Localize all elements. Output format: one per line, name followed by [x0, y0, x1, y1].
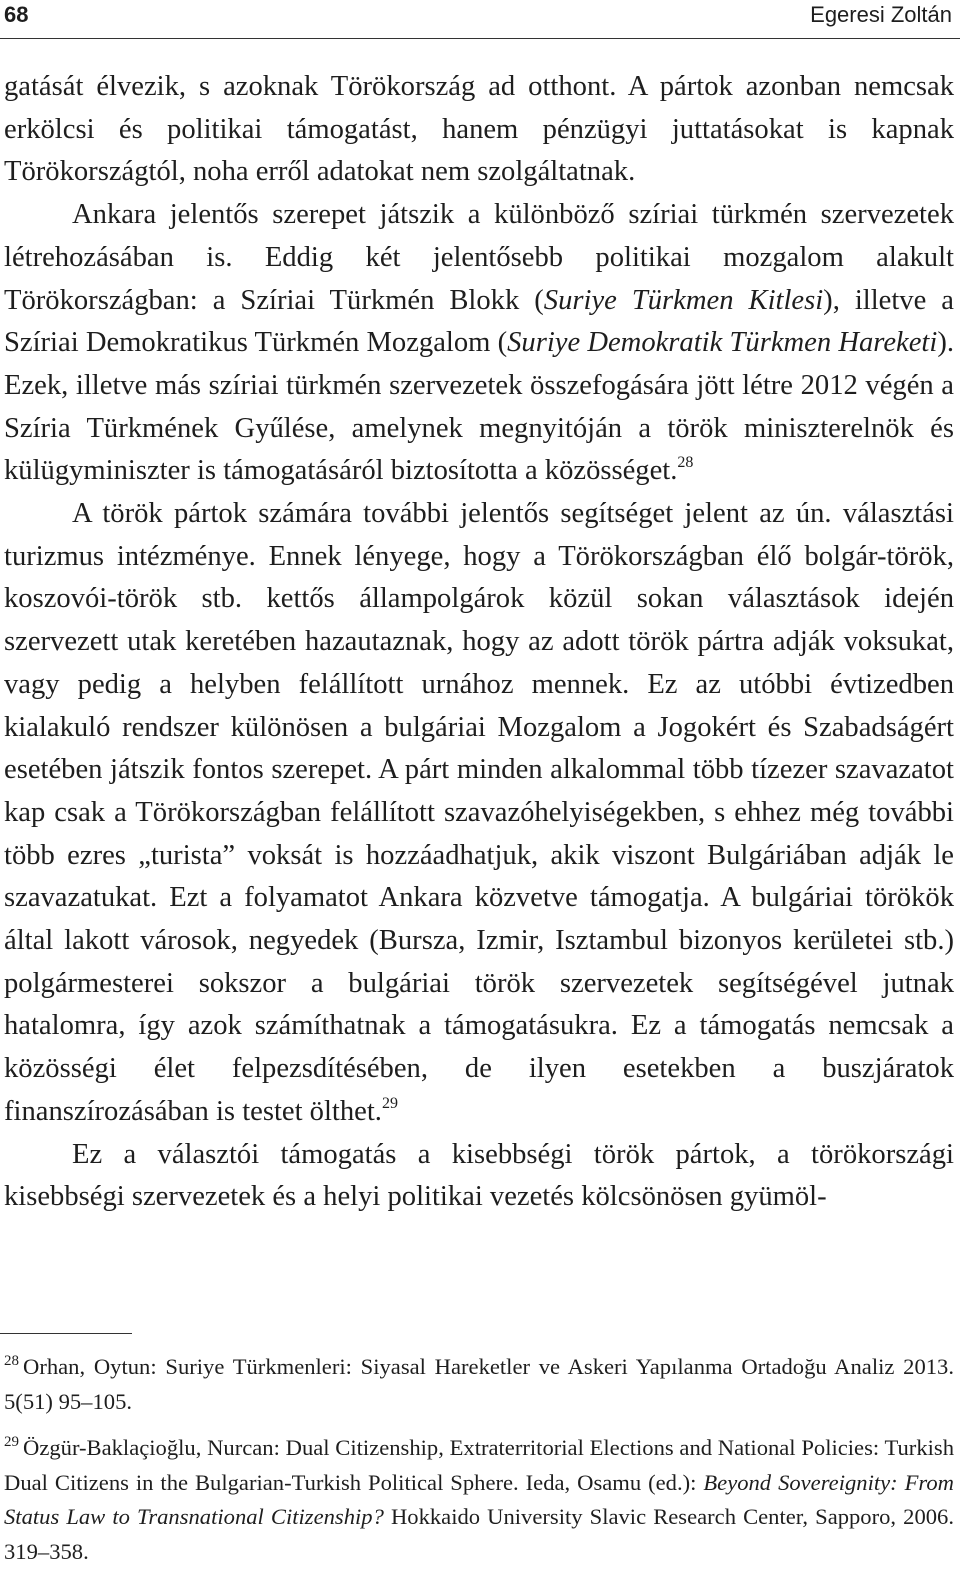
footnotes — [4, 1350, 954, 1581]
footnote-text-a: Özgür-Baklaçioğlu, Nurcan: Dual Citizenship, Extraterritorial Elections and National Policies: Turkish Dual Citizens in the Bulgarian-Turkish Political Sphere. Ieda, Osamu (ed.): — [4, 1435, 954, 1495]
footnote-separator — [0, 1333, 132, 1334]
page-number: 68 — [4, 2, 29, 27]
footnote-29 — [4, 1431, 954, 1569]
paragraph-2-text-a: Ankara jelentős szerepet játszik a különböző szíriai türkmén szervezetek létrehozásában is. Eddig két jelentősebb politikai mozgalom alakult Törökországban: a Szíriai Türkmén Blokk ( — [4, 199, 954, 316]
footnote-book-title: Beyond Sovereignity: From Status Law to Transnational Citizenship? — [4, 1469, 954, 1529]
paragraph-4-text: Ez a választói támogatás a kisebbségi török pártok, a törökországi kisebbségi szervezetek és a helyi politikai vezetés kölcsönösen gyümöl- — [4, 1138, 954, 1213]
paragraph-2-text-c: ), illetve a Szíriai Demokratikus Türkmén Mozgalom ( — [4, 284, 954, 359]
paragraph-4 — [4, 1134, 954, 1219]
paragraph-1 — [4, 66, 954, 194]
footnote-text: Orhan, Oytun: Suriye Türkmenleri: Siyasal Hareketler ve Askeri Yapılanma Ortadoğu Analiz 2013. 5(51) 95–105. — [4, 1354, 954, 1414]
paragraph-2-italic-term-2: Suriye Demokratik Türkmen Hareketi — [507, 327, 938, 359]
footnote-ref-29[interactable]: 29 — [381, 1094, 398, 1112]
footnote-number: 28 — [4, 1353, 19, 1369]
paragraph-3 — [4, 493, 954, 1134]
footnote-number: 29 — [4, 1434, 19, 1450]
footnote-28 — [4, 1350, 954, 1419]
main-text — [4, 66, 954, 1219]
page-header — [0, 0, 960, 36]
paragraph-1-text: gatását élvezik, s azoknak Törökország ad otthont. A pártok azonban nemcsak erkölcsi és politikai támogatást, hanem pénzügyi juttatásokat is kapnak Törökországtól, noha erről adatokat nem szolgáltatnak. — [4, 71, 954, 188]
header-rule — [0, 38, 960, 39]
paragraph-2 — [4, 194, 954, 493]
footnote-ref-28[interactable]: 28 — [677, 454, 694, 472]
paragraph-3-text: A török pártok számára további jelentős segítséget jelent az ún. választási turizmus intézménye. Ennek lényege, hogy a Törökországban élő bolgár-török, koszovói-török stb. kettős állampolgárok közül sokan választások idején szervezett utak keretében hazautaznak, hogy az adott török pártra adják voksukat, vagy pedig a helyben felállított urnához mennek. Ez az utóbbi évtizedben kialakuló rendszer különösen a bulgáriai Mozgalom a Jogokért és Szabadságért esetében játszik fontos szerepet. A párt minden alkalommal több tízezer szavazatot kap csak a Törökországban felállított szavazóhelyiségekben, s ehhez még további több ezres „turista” voksát is hozzáadhatjuk, akik viszont Bulgáriában adják le szavazatukat. Ezt a folyamatot Ankara közvetve támogatja. A bulgáriai törökök által lakott városok, negyedek (Bursza, Izmir, Isztambul bizonyos kerületei stb.) polgármesterei sokszor a bulgáriai török szervezetek segítségével jutnak hatalomra, így azok számíthatnak a támogatásukra. Ez a támogatás nemcsak a közösségi élet felpezsdítésében, de ilyen esetekben a buszjáratok finanszírozásában is testet ölthet. — [4, 498, 954, 1127]
paragraph-2-italic-term-1: Suriye Türkmen Kitlesi — [543, 284, 824, 316]
paragraph-2-text-e: ). Ezek, illetve más szíriai türkmén szervezetek összefogására jött létre 2012 végén a Szíria Türkmének Gyűlése, amelynek megnyitóján a török miniszterelnök és külügyminiszter is támogatásáról biztosította a közösséget. — [4, 327, 954, 487]
footnote-text-c: Hokkaido University Slavic Research Center, Sapporo, 2006. 319–358. — [4, 1504, 954, 1564]
running-head-author: Egeresi Zoltán — [810, 2, 952, 27]
